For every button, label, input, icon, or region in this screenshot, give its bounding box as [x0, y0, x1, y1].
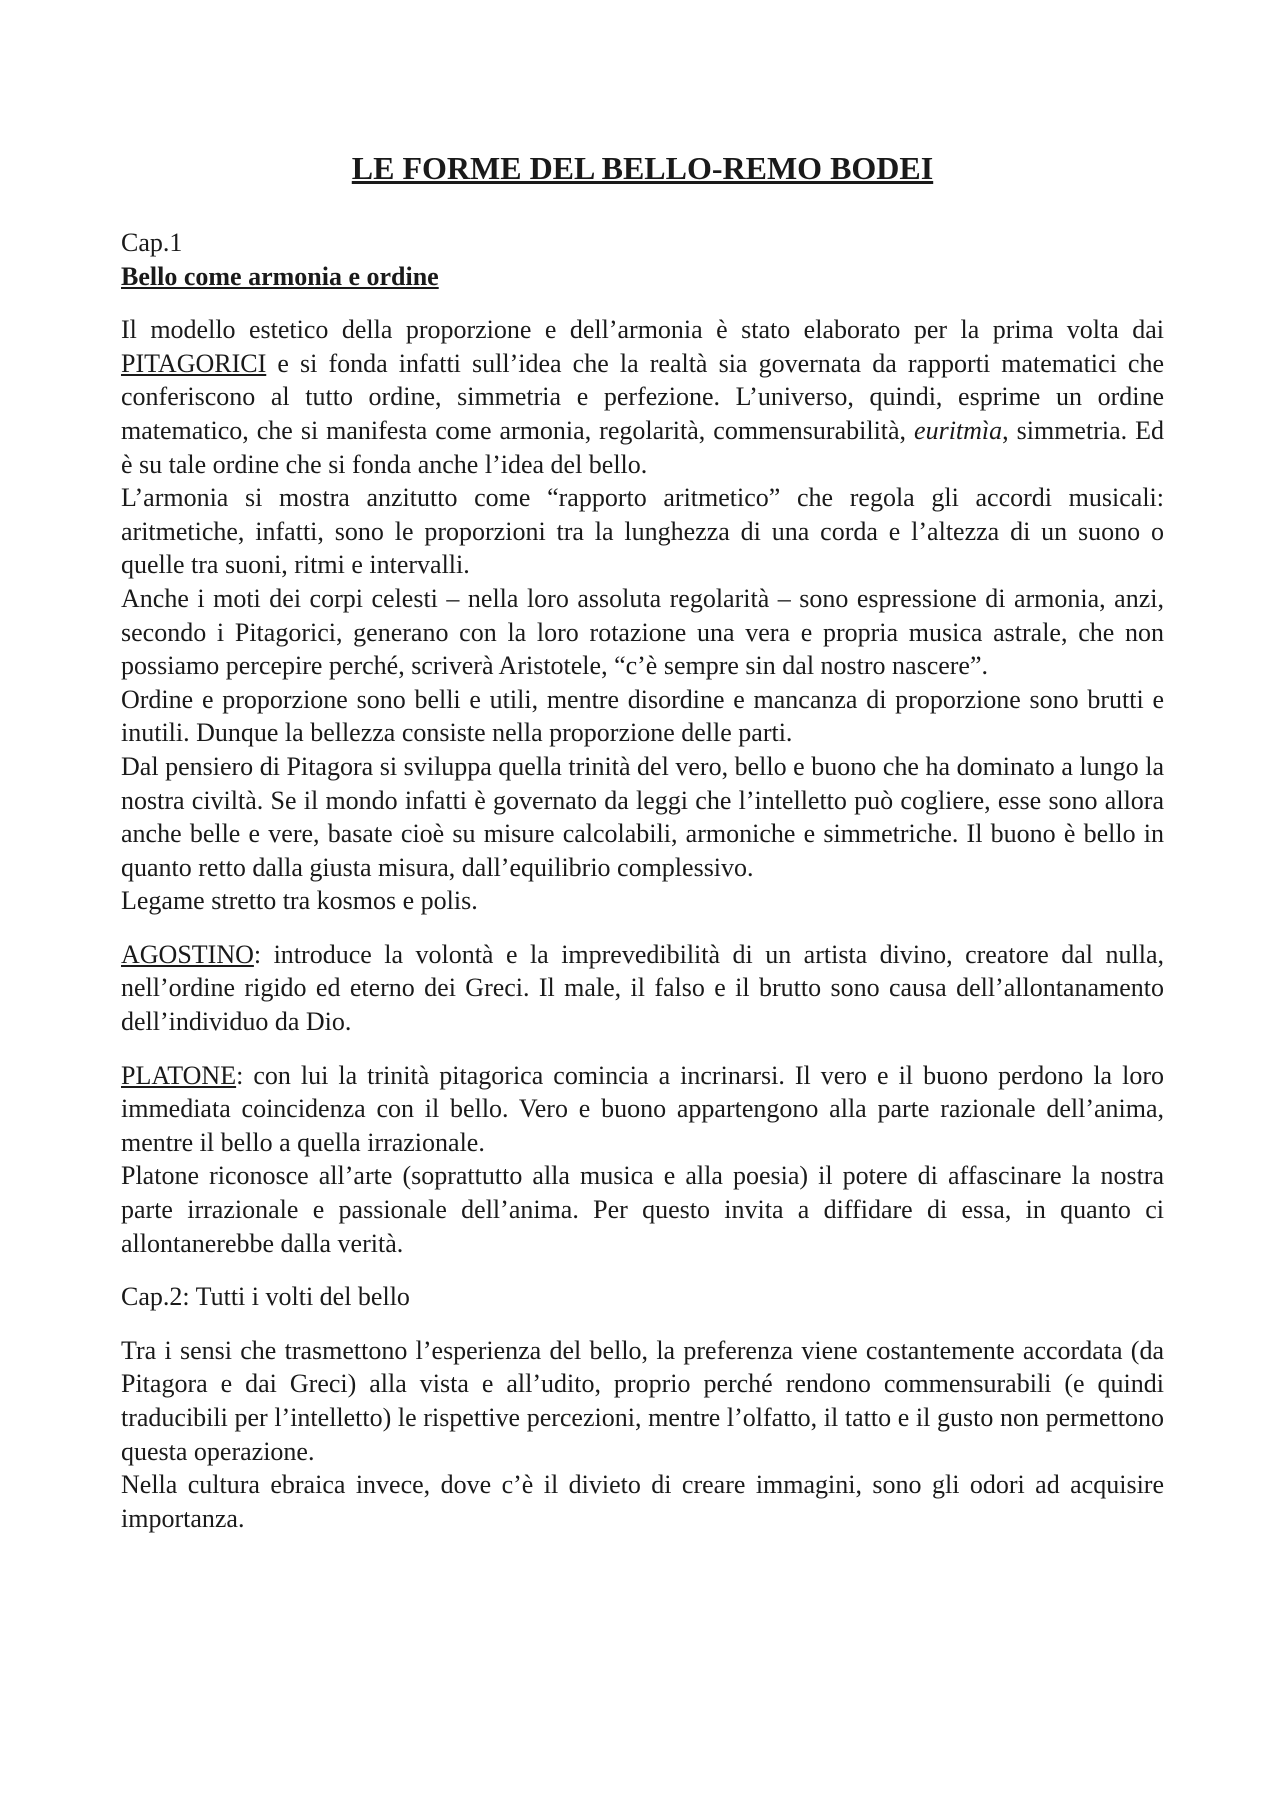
term-platone: PLATONE: [121, 1060, 237, 1090]
text-run: : con lui la trinità pitagorica comincia a incrinarsi. Il vero e il buono perdono la loro immediata coincidenza con il bello. Vero e buono appartengono alla parte razionale dell’anima, mentre il bello a quella irrazionale.: [121, 1060, 1164, 1157]
paragraph: [121, 938, 1164, 1039]
paragraph: [121, 313, 1164, 481]
document-title: LE FORME DEL BELLO-REMO BODEI: [351, 150, 934, 186]
paragraph: Anche i moti dei corpi celesti – nella loro assoluta regolarità – sono espressione di armonia, anzi, secondo i Pitagorici, generano con la loro rotazione una vera e propria musica astrale, che non possiamo percepire perché, scriverà Aristotele, “c’è sempre sin dal nostro nascere”.: [121, 583, 1164, 681]
term-agostino: AGOSTINO: [121, 939, 254, 969]
text-run: , simmetria. Ed è su tale ordine che si fonda anche l’idea del bello.: [121, 415, 1164, 479]
term-pitagorici: PITAGORICI: [121, 348, 267, 378]
section-pitagorici: [121, 313, 1164, 918]
paragraph: Platone riconosce all’arte (soprattutto alla musica e alla poesia) il potere di affascinare la nostra parte irrazionale e passionale dell’anima. Per questo invita a diffidare di essa, in quanto ci allontanerebbe dalla verità.: [121, 1161, 1164, 1258]
chapter-1-label: Cap.1: [121, 228, 183, 257]
section-sensi: [121, 1334, 1164, 1536]
text-run: e si fonda infatti sull’idea che la realtà sia governata da rapporti matematici che conferiscono al tutto ordine, simmetria e perfezione. L’universo, quindi, esprime un ordine matematico, che si manifesta come armonia, regolarità, commensurabilità,: [121, 348, 1164, 445]
chapter-1-heading: Bello come armonia e ordine: [121, 261, 439, 291]
italic-term: euritmìa: [914, 415, 1003, 445]
paragraph: Legame stretto tra kosmos e polis.: [121, 886, 478, 916]
paragraph: Nella cultura ebraica invece, dove c’è il divieto di creare immagini, sono gli odori ad acquisire importanza.: [121, 1470, 1164, 1533]
paragraph: Ordine e proporzione sono belli e utili, mentre disordine e mancanza di proporzione sono brutti e inutili. Dunque la bellezza consiste nella proporzione delle parti.: [121, 684, 1164, 748]
paragraph: L’armonia si mostra anzitutto come “rapporto aritmetico” che regola gli accordi musicali: aritmetiche, infatti, sono le proporzioni tra la lunghezza di una corda e l’altezza di un suono o quelle tra suoni, ritmi e intervalli.: [121, 483, 1164, 580]
paragraph: [121, 1059, 1164, 1160]
document-body: [121, 148, 1164, 1555]
text-run: Il modello estetico della proporzione e dell’armonia è stato elaborato per la prima volta dai: [121, 315, 1164, 345]
paragraph: Tra i sensi che trasmettono l’esperienza del bello, la preferenza viene costantemente accordata (da Pitagora e dai Greci) alla vista e all’udito, proprio perché rendono commensurabili (e quindi traducibili per l’intelletto) le rispettive percezioni, mentre l’olfatto, il tatto e il gusto non permettono questa operazione.: [121, 1335, 1164, 1466]
text-run: : introduce la volontà e la imprevedibilità di un artista divino, creatore dal nulla, nell’ordine rigido ed eterno dei Greci. Il male, il falso e il brutto sono causa dell’allontanamento dell’individuo da Dio.: [121, 939, 1164, 1037]
chapter-2-label: Cap.2: Tutti i volti del bello: [121, 1282, 410, 1312]
section-agostino: [121, 938, 1164, 1039]
paragraph: Dal pensiero di Pitagora si sviluppa quella trinità del vero, bello e buono che ha dominato a lungo la nostra civiltà. Se il mondo infatti è governato da leggi che l’intelletto può cogliere, esse sono allora anche belle e vere, basate cioè su misure calcolabili, armoniche e simmetriche. Il buono è bello in quanto retto dalla giusta misura, dall’equilibrio complessivo.: [121, 751, 1164, 882]
section-platone: [121, 1059, 1164, 1261]
